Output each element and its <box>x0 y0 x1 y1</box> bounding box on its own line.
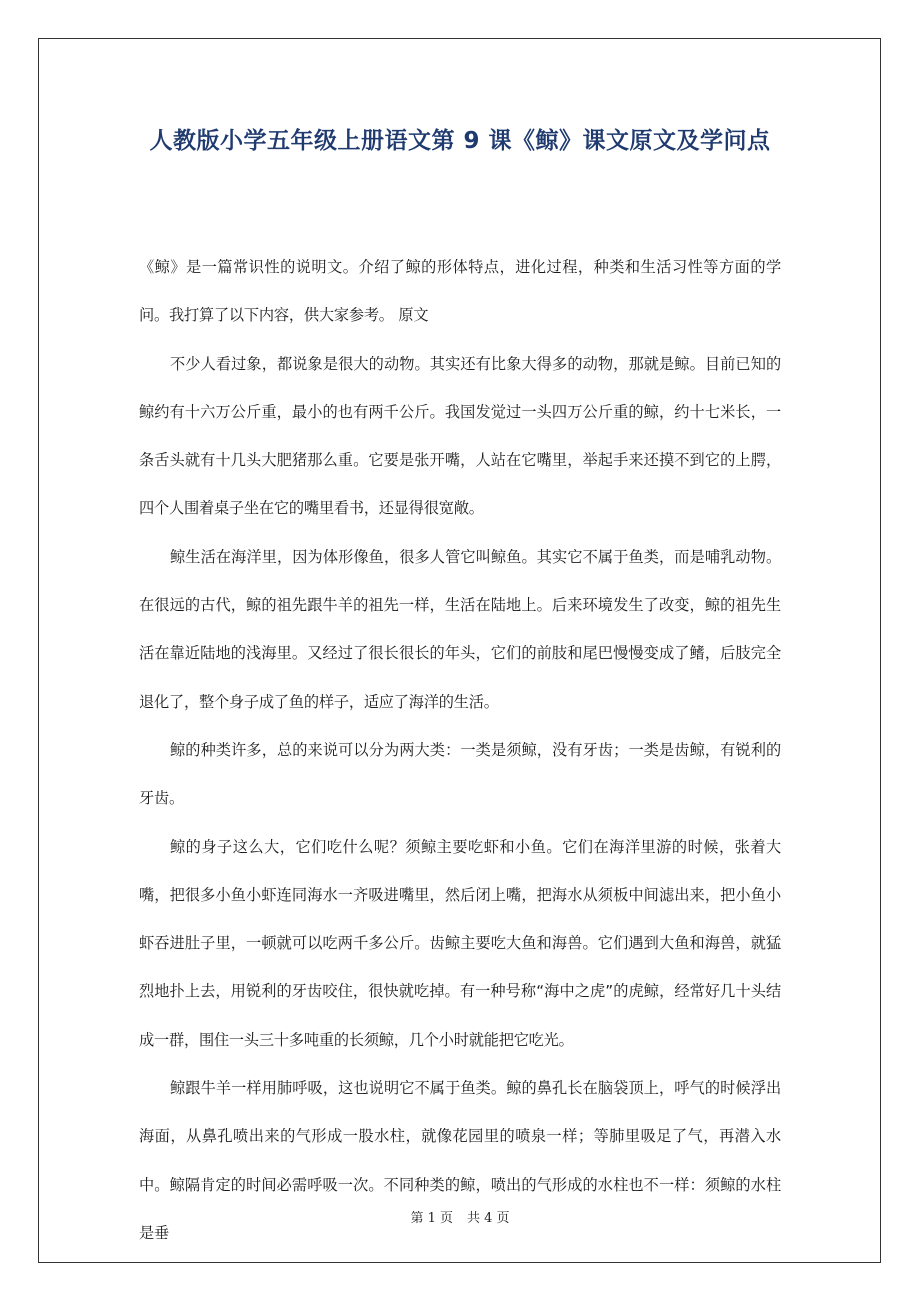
body-paragraph: 鲸生活在海洋里，因为体形像鱼，很多人管它叫鲸鱼。其实它不属于鱼类，而是哺乳动物。在很远的古代，鲸的祖先跟牛羊的祖先一样，生活在陆地上。后来环境发生了改变，鲸的祖先生活在靠近陆地的浅海里。又经过了很长很长的年头，它们的前肢和尾巴慢慢变成了鳍，后肢完全退化了，整个身子成了鱼的样子，适应了海洋的生活。 <box>139 547 781 711</box>
document-title: 人教版小学五年级上册语文第 9 课《鲸》课文原文及学问点 <box>149 128 771 154</box>
body-paragraph: 鲸的身子这么大，它们吃什么呢？须鲸主要吃虾和小鱼。它们在海洋里游的时候，张着大嘴，把很多小鱼小虾连同海水一齐吸进嘴里，然后闭上嘴，把海水从须板中间滤出来，把小鱼小虾吞进肚子里，一顿就可以吃两千多公斤。齿鲸主要吃大鱼和海兽。它们遇到大鱼和海兽，就猛烈地扑上去，用锐利的牙齿咬住，很快就吃掉。有一种号称“海中之虎”的虎鲸，经常好几十头结成一群，围住一头三十多吨重的长须鲸，几个小时就能把它吃光。 <box>139 837 781 1049</box>
intro-paragraph: 《鲸》是一篇常识性的说明文。介绍了鲸的形体特点，进化过程，种类和生活习性等方面的学问。我打算了以下内容，供大家参考。 原文 <box>139 258 781 325</box>
document-body <box>139 243 781 1257</box>
body-paragraph: 鲸的种类许多，总的来说可以分为两大类：一类是须鲸，没有牙齿；一类是齿鲸，有锐利的牙齿。 <box>139 740 781 808</box>
body-paragraph: 不少人看过象，都说象是很大的动物。其实还有比象大得多的动物，那就是鲸。目前已知的鲸约有十六万公斤重，最小的也有两千公斤。我国发觉过一头四万公斤重的鲸，约十七米长，一条舌头就有十几头大肥猪那么重。它要是张开嘴，人站在它嘴里，举起手来还摸不到它的上腭，四个人围着桌子坐在它的嘴里看书，还显得很宽敞。 <box>139 354 781 518</box>
body-paragraph: 鲸跟牛羊一样用肺呼吸，这也说明它不属于鱼类。鲸的鼻孔长在脑袋顶上，呼气的时候浮出海面，从鼻孔喷出来的气形成一股水柱，就像花园里的喷泉一样；等肺里吸足了气，再潜入水中。鲸隔肯定的时间必需呼吸一次。不同种类的鲸，喷出的气形成的水柱也不一样：须鲸的水柱是垂 <box>139 1079 781 1242</box>
page-total: 共 4 页 <box>467 1211 510 1226</box>
page-footer <box>0 1207 920 1226</box>
page-number: 第 1 页 <box>410 1211 453 1226</box>
